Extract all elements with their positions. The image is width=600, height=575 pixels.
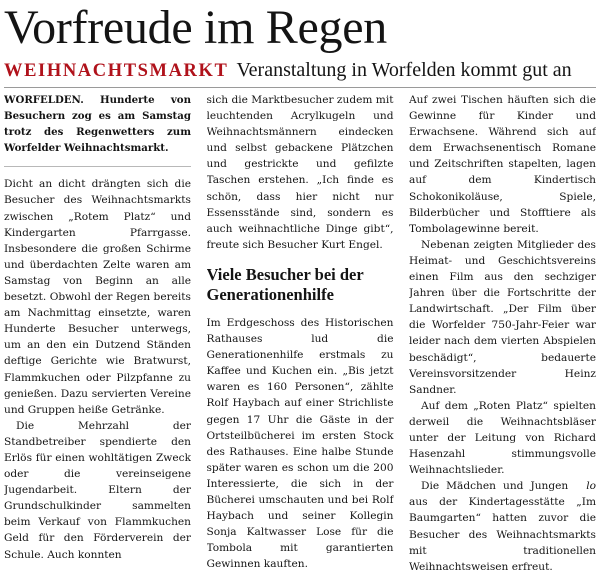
column-3 (409, 92, 596, 575)
body-paragraph: sich die Marktbesucher zudem mit leuchtenden Acrylkugeln und Weihnachtsmännern eindecken und selbst gebackene Plätzchen und gestrickte und gefilzte Taschen erstehen. „Ich finde es schön, dass hier nicht nur Essensstände sind, sondern es auch weihnachtliche Dinge gibt“, freute sich Besucher Kurt Engel. (206, 94, 394, 251)
column-2 (207, 92, 394, 575)
subtitle: Veranstaltung in Worfelden kommt gut an (236, 59, 572, 81)
headline-rule (4, 87, 596, 88)
subheading: Viele Besucher bei der Generationenhilfe (206, 264, 364, 304)
headline: Vorfreude im Regen (4, 1, 387, 54)
kicker: WEIHNACHTSMARKT (4, 61, 229, 81)
lead-paragraph: WORFELDEN. Hunderte von Besuchern zog es am Samstag trotz des Regenwetters zum Worfelder Weihnachtsmarkt. (4, 94, 191, 155)
lead-separator (4, 166, 191, 167)
final-paragraph-text: Die Mädchen und Jungen aus der Kindertagesstätte „Im Baumgarten“ hatten zuvor die Besucher des Weihnachtsmarkts mit traditionellen Weihnachtsweisen erfreut. (409, 480, 596, 573)
body-paragraph: Im Erdgeschoss des Historischen Rathauses lud die Generationenhilfe erstmals zu Kaffee und Kuchen ein. „Bis jetzt waren es 160 Personen“, zählte Rolf Haybach auf einer Strichliste gegen 17 Uhr die Gäste in der Ortsteilbücherei im ersten Stock des Rathauses. Eine halbe Stunde später waren es schon um die 200 Interessierte, die sich in der Bücherei umschauten und bei Rolf Haybach und seiner Kollegin Sonja Kaltwasser Lose für die Tombola mit garantierten Gewinnen kauften. (206, 316, 394, 571)
body-paragraph: Nebenan zeigten Mitglieder des Heimat- und Geschichtsvereins einen Film aus den sechziger Jahren über die Fortschritte der Landwirtschaft. „Der Film über die Worfelder 750-Jahr-Feier war leider nach dem vierten Abspielen beschädigt“, bedauerte Vereinsvorsitzender Heinz Sandner. (409, 238, 596, 396)
body-paragraph: Die Mehrzahl der Standbetreiber spendierte den Erlös für einen wohltätigen Zweck oder die vereinseigene Jugendarbeit. Eltern der Grundschulkinder sammelten beim Verkauf von Flammkuchen Geld für den Förderverein der Schule. Auch konnten (4, 419, 191, 561)
subline (4, 59, 596, 85)
author-signature: lo (586, 480, 596, 493)
body-paragraph-final (409, 478, 596, 575)
column-1 (4, 92, 191, 575)
article-columns (4, 92, 596, 575)
body-paragraph: Auf dem „Roten Platz“ spielten derweil die Weihnachtsbläser unter der Leitung von Richard Hasenzahl stimmungsvolle Weihnachtslieder. (409, 399, 596, 477)
body-paragraph: Auf zwei Tischen häuften sich die Gewinne für Kinder und Erwachsene. Während sich auf dem Erwachsenentisch Romane und Zeitschriften stapelten, lagen auf dem Kindertisch Schokonikoläuse, Spiele, Bilderbücher und Stofftiere als Tombolagewinne bereit. (409, 94, 596, 235)
body-paragraph: Dicht an dicht drängten sich die Besucher des Weihnachtsmarkts zwischen „Rotem Platz“ und Kindergarten Pfarrgasse. Insbesondere die großen Schirme und überdachten Zelte waren am Samstag von Beginn an alle besetzt. Obwohl der Regen bereits am Nachmittag einsetzte, waren Hunderte Besucher unterwegs, um an den ein Dutzend Ständen deftige Gerichte wie Bratwurst, Flammkuchen oder Pilzpfanne zu genießen. Dazu servierten Vereine und Gruppen heiße Getränke. (4, 178, 191, 416)
